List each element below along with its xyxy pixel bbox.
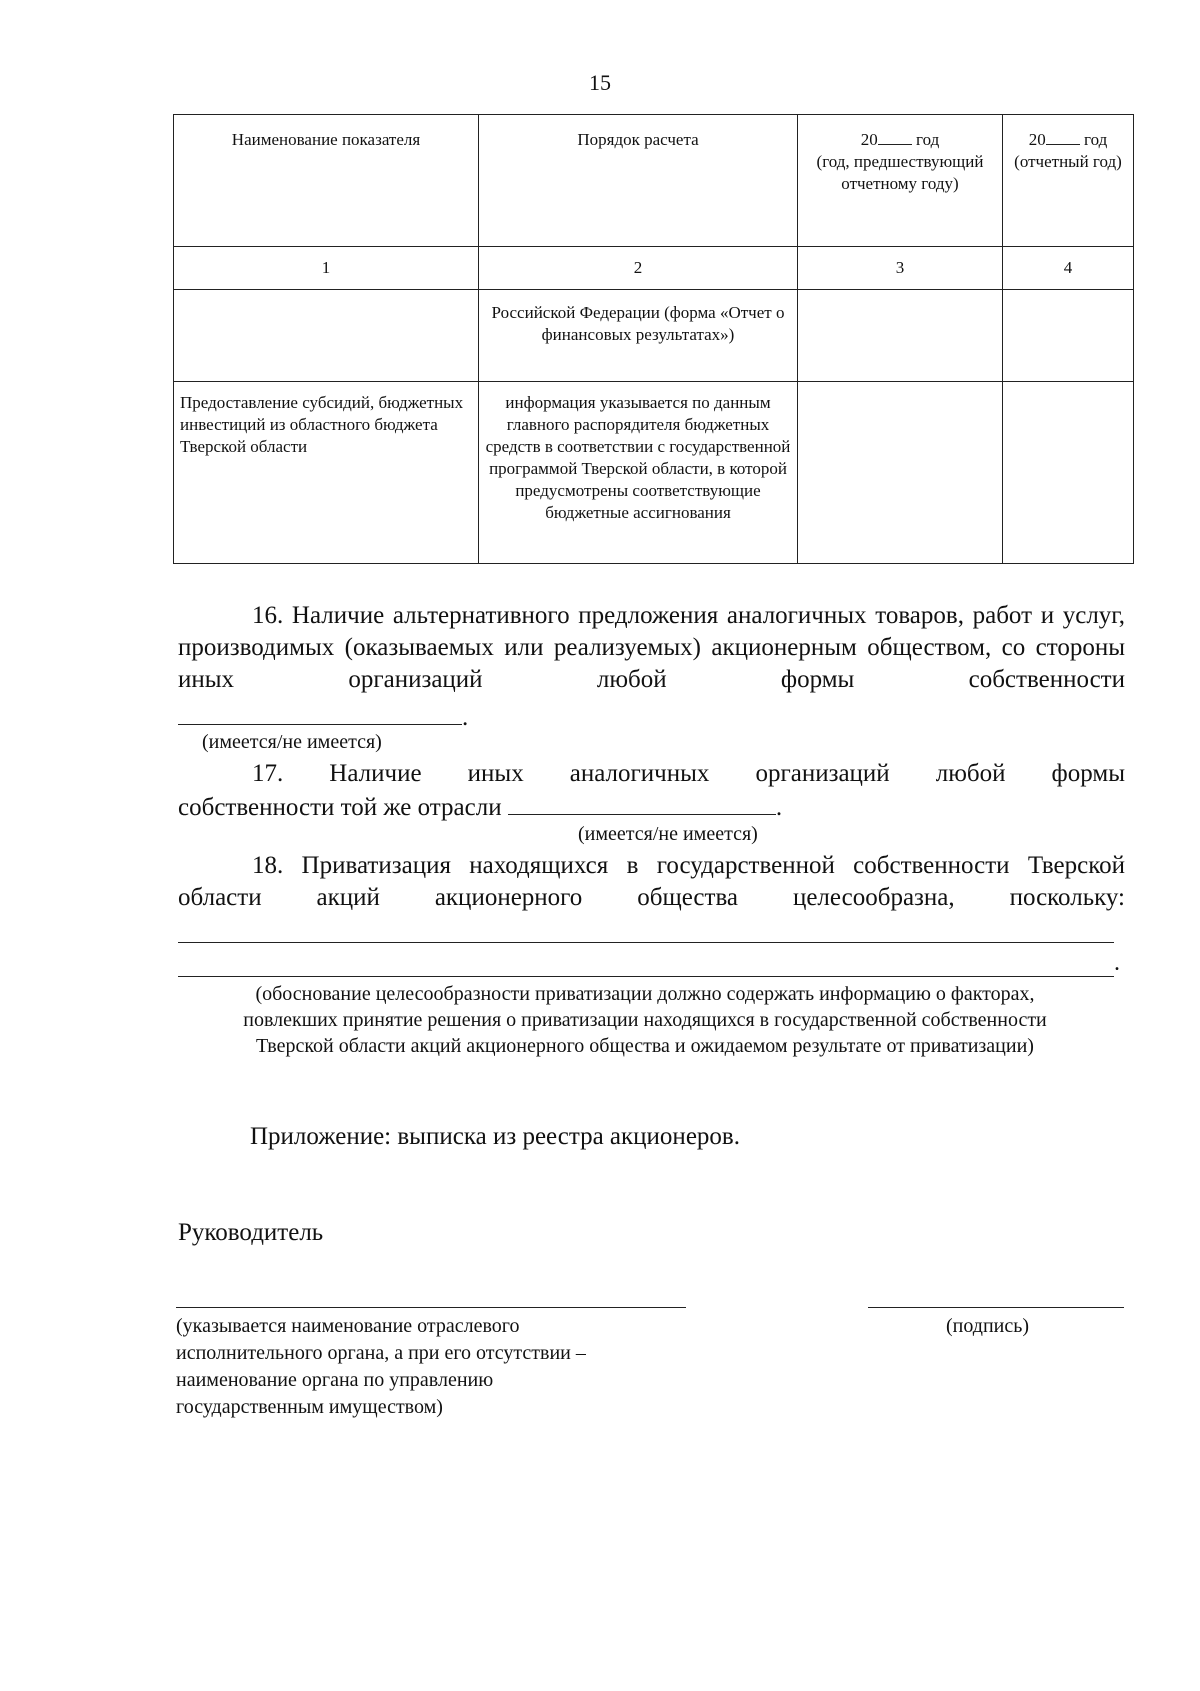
column-number: 4 [1003,247,1134,290]
item-17-end: . [775,794,783,821]
table-row [174,290,1134,382]
item-17-line-1: 17. Наличие иных аналогичных организаций любой формы [252,760,1125,787]
header-calculation-order: Порядок расчета [479,115,798,247]
signature-hint: (подпись) [946,1315,1030,1337]
year-blank-line [1046,130,1080,145]
item-16-end: . [462,704,469,731]
reporting-year-note: (отчетный год) [1014,152,1122,171]
item-16-text: 16. Наличие альтернативного предложения аналогичных товаров, работ и услуг, производимых (оказываемых или реализуемых) акционерным обществом, со стороны иных организаций любой формы собственности [178,602,1125,693]
table-row [174,382,1134,564]
signature-line [868,1307,1124,1308]
indicators-table [173,114,1134,564]
previous-year-note: (год, предшествующий отчетному году) [816,152,984,193]
org-name-hint: (указывается наименование отраслевого исполнительного органа, а при его отсутствии – наименование органа по управлению государственным имуществом) [176,1315,586,1418]
attachment-line: Приложение: выписка из реестра акционеров. [250,1123,740,1150]
item-16-blank-line [178,700,462,725]
row-indicator-name [174,290,479,382]
item-18-blank-line-1 [178,942,1114,943]
row-reporting-year-value [1003,382,1134,564]
year-prefix: 20 [860,130,878,149]
header-reporting-year [1003,115,1134,247]
header-indicator-name: Наименование показателя [174,115,479,247]
header-previous-year [798,115,1003,247]
org-name-line [176,1307,686,1308]
item-17-blank-line [508,790,776,815]
item-18-blank-line-2 [178,976,1114,977]
item-17-line-2 [178,790,1125,824]
row-calculation-order: информация указывается по данным главного распорядителя бюджетных средств в соответствии с государственной программой Тверской области, в которой предусмотрены соответствующие бюджетные ассигнования [479,382,798,564]
row-reporting-year-value [1003,290,1134,382]
page-number: 15 [589,70,611,95]
item-16-hint: (имеется/не имеется) [202,731,382,753]
table-header-row [174,115,1134,247]
signature-title: Руководитель [178,1219,324,1246]
column-number: 2 [479,247,798,290]
row-previous-year-value [798,290,1003,382]
year-suffix: год [1084,130,1108,149]
row-calculation-order: Российской Федерации (форма «Отчет о финансовых результатах») [479,290,798,382]
column-numbers-row [174,247,1134,290]
year-suffix: год [916,130,940,149]
item-18-end: . [1114,950,1120,976]
column-number: 1 [174,247,479,290]
item-17-line-2-text: собственности той же отрасли [178,794,502,821]
year-blank-line [878,130,912,145]
row-indicator-name: Предоставление субсидий, бюджетных инвестиций из областного бюджета Тверской области [174,382,479,564]
item-17-hint: (имеется/не имеется) [578,823,758,845]
row-previous-year-value [798,382,1003,564]
column-number: 3 [798,247,1003,290]
year-prefix: 20 [1028,130,1046,149]
item-18-text: 18. Приватизация находящихся в государственной собственности Тверской области акций акционерного общества целесообразна, поскольку: [178,852,1125,911]
item-18-hint: (обоснование целесообразности приватизации должно содержать информацию о факторах, повлекших принятие решения о приватизации находящихся в государственной собственности Тверской области акций акционерного общества и ожидаемом результате от приватизации) [243,983,1047,1057]
